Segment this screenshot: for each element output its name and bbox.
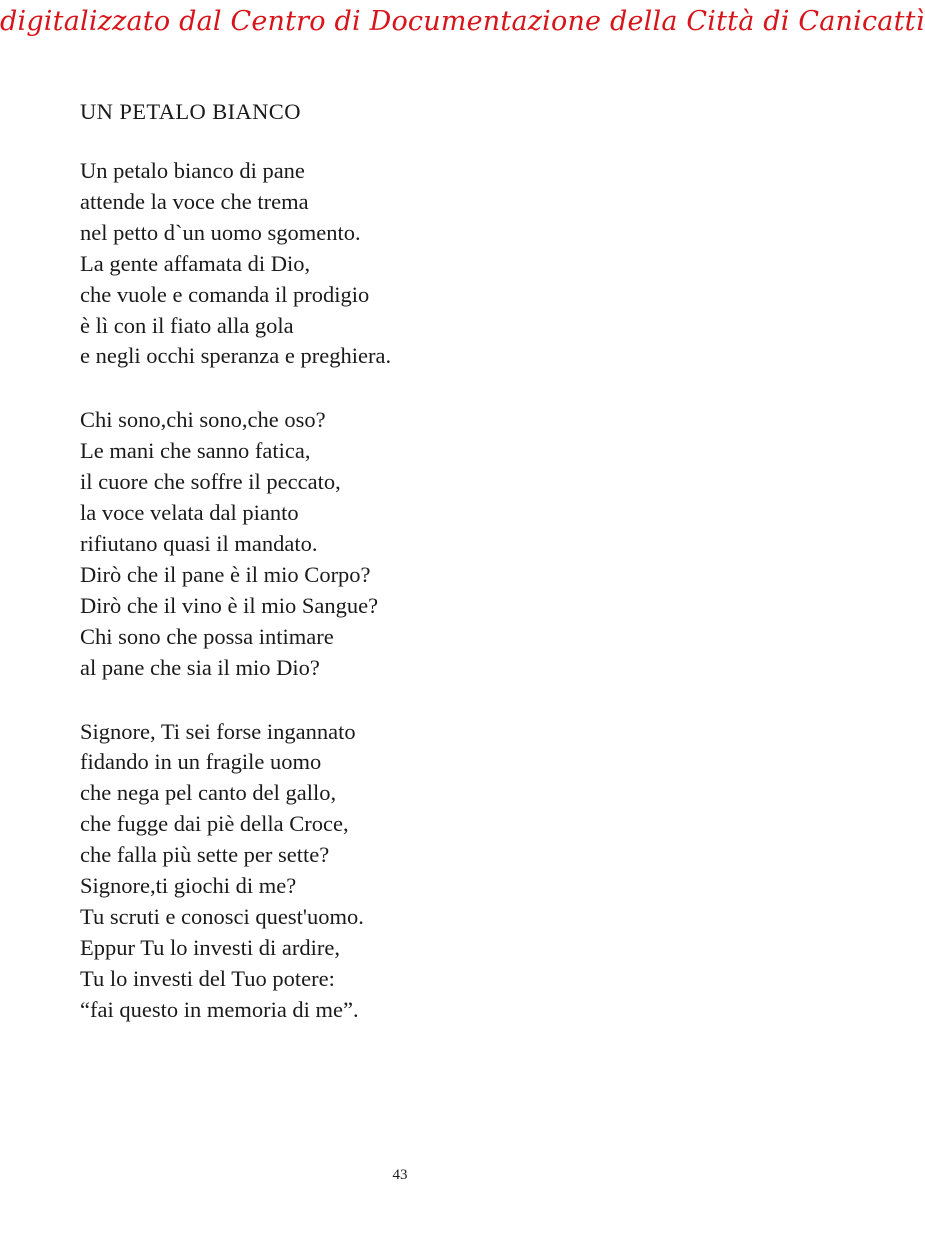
- poem-line: Le mani che sanno fatica,: [80, 438, 311, 464]
- poem-line: e negli occhi speranza e preghiera.: [80, 343, 392, 369]
- page-number: 43: [392, 1167, 408, 1183]
- poem-line: La gente affamata di Dio,: [80, 250, 311, 276]
- poem-line: “fai questo in memoria di me”.: [80, 996, 359, 1022]
- poem-line: che falla più sette per sette?: [80, 842, 330, 868]
- poem-line: Signore,ti giochi di me?: [80, 873, 297, 899]
- poem-line: Chi sono che possa intimare: [80, 623, 334, 649]
- poem-line: Chi sono,chi sono,che oso?: [80, 407, 326, 433]
- stanza-3: [80, 717, 760, 1026]
- poem: [80, 92, 760, 1059]
- poem-line: è lì con il fiato alla gola: [80, 312, 294, 338]
- poem-line: Dirò che il vino è il mio Sangue?: [80, 592, 379, 618]
- poem-line: la voce velata dal pianto: [80, 500, 299, 526]
- poem-body: [80, 156, 760, 1026]
- stanza-1: [80, 156, 760, 372]
- poem-line: fidando in un fragile uomo: [80, 749, 322, 775]
- poem-line: che fugge dai piè della Croce,: [80, 811, 349, 837]
- poem-title: UN PETALO BIANCO: [80, 99, 301, 124]
- stanza-2: [80, 405, 760, 683]
- poem-line: Tu scruti e conosci quest'uomo.: [80, 903, 364, 929]
- poem-line: Eppur Tu lo investi di ardire,: [80, 934, 340, 960]
- poem-line: che vuole e comanda il prodigio: [80, 281, 370, 307]
- poem-line: Tu lo investi del Tuo potere:: [80, 965, 335, 991]
- watermark-text: digitalizzato dal Centro di Documentazione della Città di Canicattì: [0, 6, 925, 37]
- poem-line: che nega pel canto del gallo,: [80, 780, 337, 806]
- poem-line: al pane che sia il mio Dio?: [80, 654, 320, 680]
- poem-line: nel petto d`un uomo sgomento.: [80, 219, 361, 245]
- poem-line: Un petalo bianco di pane: [80, 158, 305, 183]
- poem-line: Dirò che il pane è il mio Corpo?: [80, 561, 371, 587]
- poem-line: Signore, Ti sei forse ingannato: [80, 718, 356, 744]
- poem-line: il cuore che soffre il peccato,: [80, 469, 341, 495]
- poem-line: attende la voce che trema: [80, 188, 309, 214]
- poem-line: rifiutano quasi il mandato.: [80, 530, 318, 556]
